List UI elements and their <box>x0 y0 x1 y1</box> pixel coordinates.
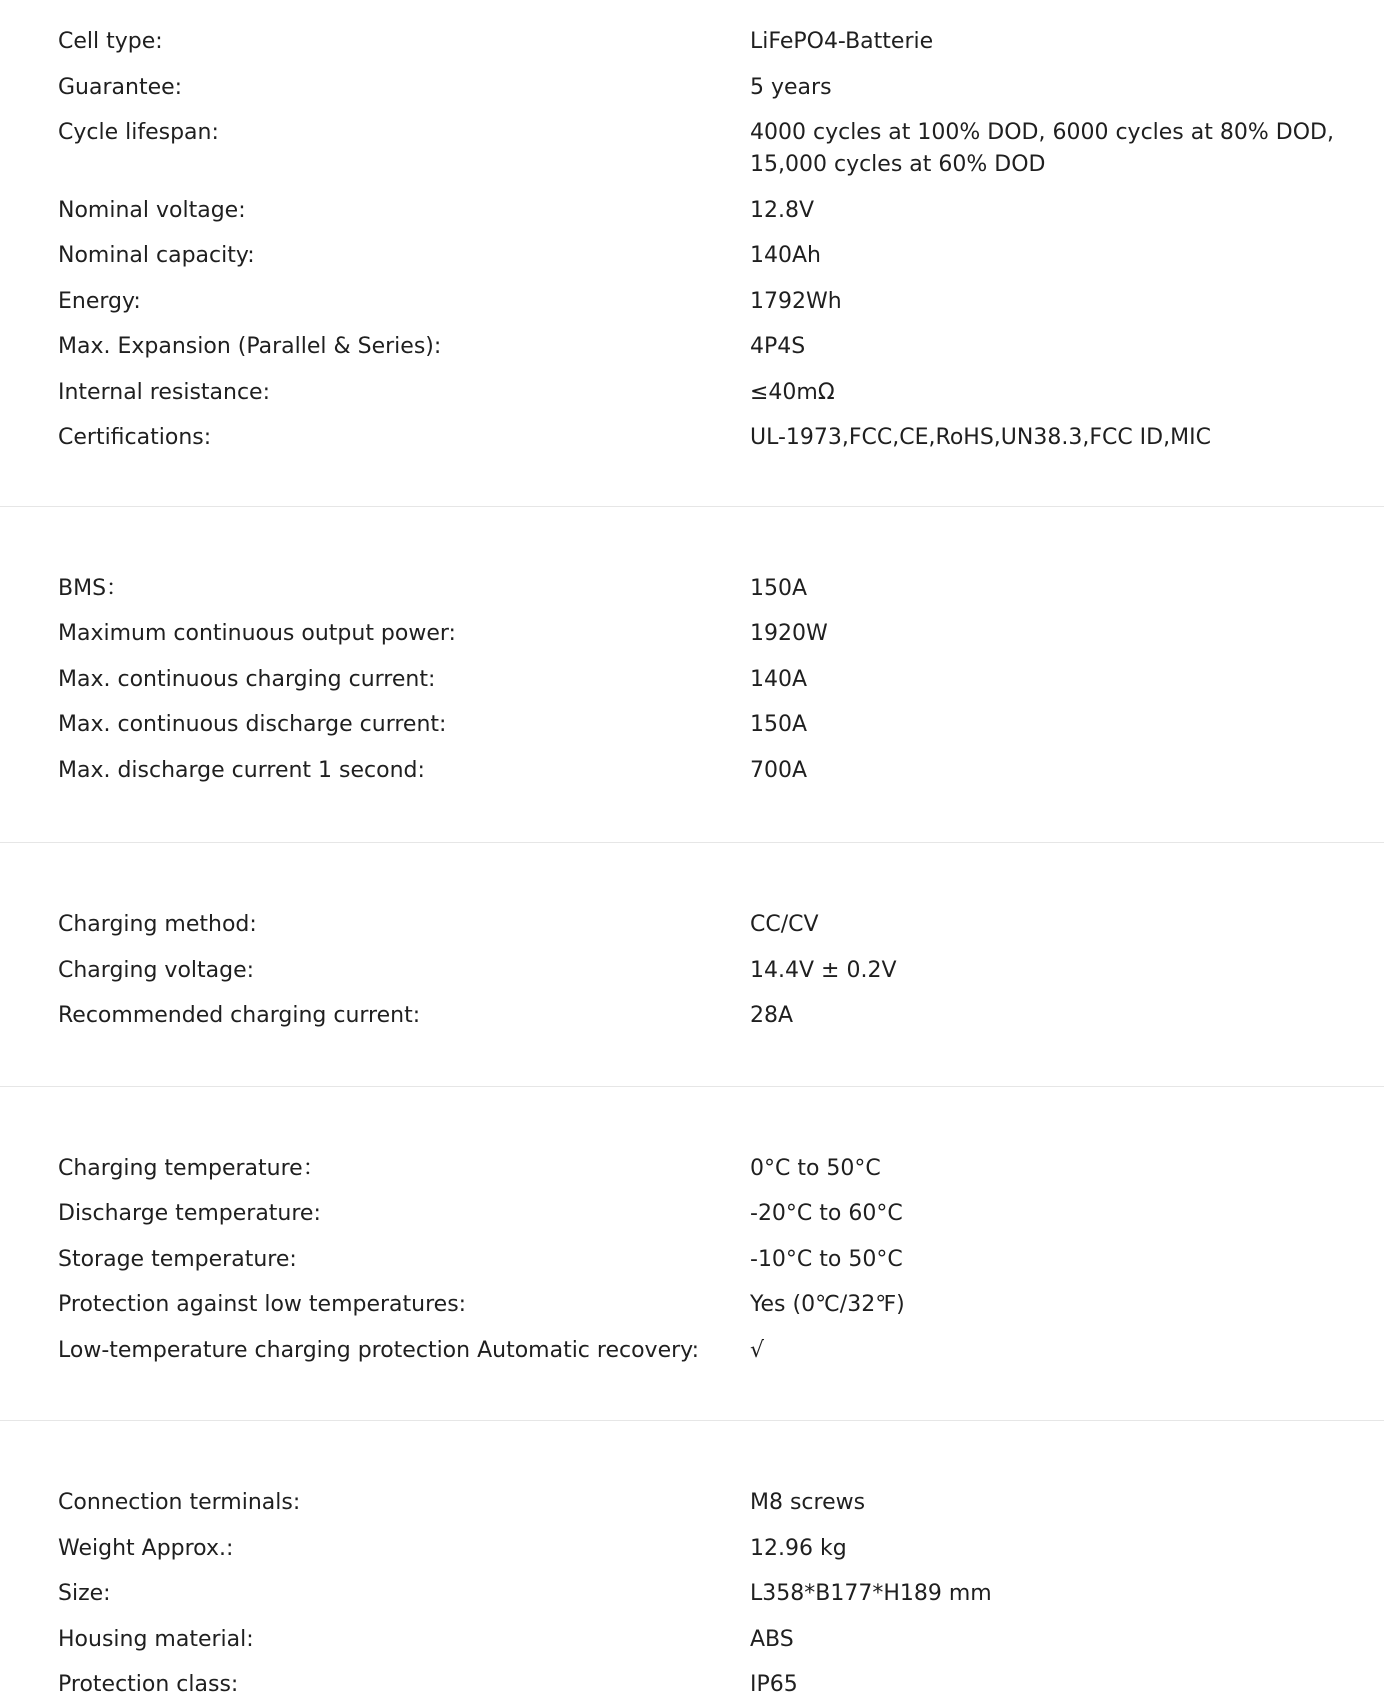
spec-value: 1920W <box>750 621 828 646</box>
spec-row-max-expansion <box>58 331 1384 363</box>
spec-value: 150A <box>750 712 808 737</box>
spec-value: 4P4S <box>750 334 806 359</box>
spec-label: Certifications: <box>58 425 212 450</box>
spec-label: Charging method: <box>58 912 257 937</box>
spec-row-cycle-lifespan <box>58 117 1384 181</box>
spec-row-guarantee <box>58 72 1384 104</box>
spec-value: 700A <box>750 757 808 783</box>
spec-label: Charging voltage: <box>58 957 255 983</box>
spec-value: 28A <box>750 1003 794 1028</box>
spec-value: CC/CV <box>750 912 819 937</box>
spec-label: Connection terminals: <box>58 1490 301 1515</box>
spec-value: 4000 cycles at 100% DOD, 6000 cycles at 80% DOD, 15,000 cycles at 60% DOD <box>750 120 1334 177</box>
spec-row-discharge-temperature <box>58 1198 1384 1230</box>
spec-label: Maximum continuous output power: <box>58 621 456 646</box>
spec-value: √ <box>750 1337 765 1363</box>
spec-row-cell-type <box>58 26 1384 58</box>
spec-group-temperature <box>0 1087 1384 1422</box>
spec-row-recommended-charging-current <box>58 1000 1384 1032</box>
spec-value: M8 screws <box>750 1490 866 1515</box>
spec-value: 0°C to 50°C <box>750 1155 881 1181</box>
spec-label: Internal resistance: <box>58 379 271 405</box>
spec-value: IP65 <box>750 1672 798 1697</box>
spec-row-size <box>58 1578 1384 1610</box>
spec-value: 140Ah <box>750 243 821 268</box>
spec-row-protection-class <box>58 1669 1384 1701</box>
spec-value: 140A <box>750 666 808 692</box>
spec-value: Yes (0℃/32℉) <box>750 1292 905 1317</box>
spec-label: Cell type: <box>58 29 163 54</box>
spec-label: Max. continuous charging current: <box>58 666 436 692</box>
spec-value: 150A <box>750 575 808 601</box>
spec-label: Weight Approx.: <box>58 1535 234 1561</box>
spec-row-low-temp-protection <box>58 1289 1384 1321</box>
spec-row-low-temp-auto-recovery <box>58 1335 1384 1367</box>
spec-label: Recommended charging current: <box>58 1003 421 1028</box>
spec-row-charging-temperature <box>58 1153 1384 1185</box>
spec-label: Protection against low temperatures: <box>58 1292 467 1317</box>
spec-label: Discharge temperature: <box>58 1201 321 1226</box>
spec-label: Storage temperature: <box>58 1246 297 1272</box>
spec-row-charging-voltage <box>58 955 1384 987</box>
spec-row-nominal-voltage <box>58 195 1384 227</box>
spec-group-battery <box>0 0 1384 507</box>
spec-value: L358*B177*H189 mm <box>750 1581 992 1606</box>
spec-label: Max. Expansion (Parallel & Series): <box>58 334 442 359</box>
spec-row-max-charging-current <box>58 664 1384 696</box>
spec-label: BMS： <box>58 575 129 601</box>
spec-value: 12.96 kg <box>750 1535 847 1561</box>
spec-value: -10°C to 50°C <box>750 1246 903 1272</box>
spec-row-internal-resistance <box>58 377 1384 409</box>
spec-row-bms <box>58 573 1384 605</box>
spec-label: Nominal capacity: <box>58 243 255 268</box>
spec-value: UL-1973,FCC,CE,RoHS,UN38.3,FCC ID,MIC <box>750 425 1211 450</box>
spec-value: ABS <box>750 1626 794 1652</box>
spec-row-housing-material <box>58 1624 1384 1656</box>
spec-value: -20°C to 60°C <box>750 1201 903 1226</box>
spec-row-certifications <box>58 422 1384 454</box>
spec-label: Energy: <box>58 288 141 314</box>
spec-label: Size: <box>58 1581 111 1606</box>
spec-value: 14.4V ± 0.2V <box>750 957 897 983</box>
spec-row-max-output-power <box>58 618 1384 650</box>
spec-row-nominal-capacity <box>58 240 1384 272</box>
spec-label: Guarantee: <box>58 74 183 100</box>
spec-group-bms <box>0 507 1384 844</box>
spec-label: Cycle lifespan: <box>58 120 219 145</box>
spec-row-weight <box>58 1533 1384 1565</box>
spec-label: Max. discharge current 1 second: <box>58 757 425 783</box>
spec-row-charging-method <box>58 909 1384 941</box>
spec-value: 5 years <box>750 74 832 100</box>
spec-value: 1792Wh <box>750 288 842 314</box>
spec-label: Protection class: <box>58 1672 239 1697</box>
spec-value: LiFePO4-Batterie <box>750 29 934 54</box>
spec-row-connection-terminals <box>58 1487 1384 1519</box>
spec-value: 12.8V <box>750 197 815 223</box>
spec-label: Max. continuous discharge current: <box>58 712 447 737</box>
spec-group-charging <box>0 843 1384 1087</box>
spec-label: Low-temperature charging protection Automatic recovery: <box>58 1337 699 1363</box>
spec-row-max-discharge-current <box>58 709 1384 741</box>
spec-row-energy <box>58 286 1384 318</box>
spec-value: ≤40mΩ <box>750 379 835 405</box>
spec-label: Charging temperature： <box>58 1155 325 1181</box>
spec-label: Housing material: <box>58 1626 254 1652</box>
spec-row-storage-temperature <box>58 1244 1384 1276</box>
spec-row-max-discharge-1s <box>58 755 1384 787</box>
spec-group-physical <box>0 1421 1384 1701</box>
spec-label: Nominal voltage: <box>58 197 246 223</box>
